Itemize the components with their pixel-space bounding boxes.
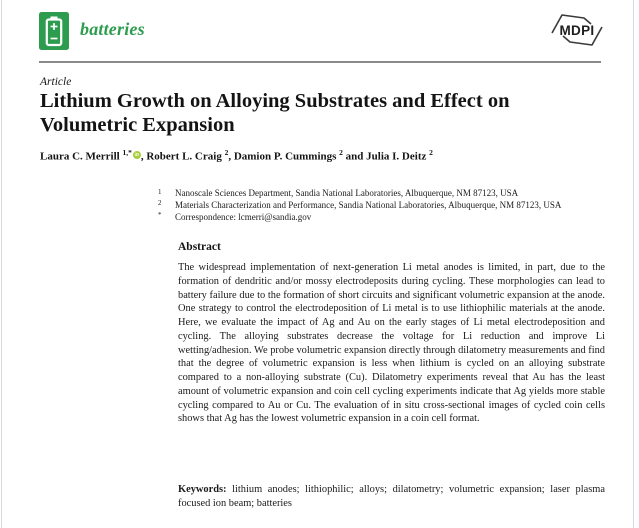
author-separator: and — [342, 150, 367, 163]
author-name: Damion P. Cummings — [233, 150, 337, 163]
header-divider — [39, 61, 601, 63]
affiliation-text: Nanoscale Sciences Department, Sandia National Laboratories, Albuquerque, NM 87123, USA — [175, 188, 519, 198]
affiliation-list — [158, 188, 620, 223]
keywords-label: Keywords: — [178, 484, 227, 495]
affiliation-item — [158, 200, 620, 212]
article-type-label: Article — [40, 76, 72, 88]
author-separator: , — [228, 150, 234, 163]
affiliation-item — [158, 188, 620, 200]
affiliation-marker: 1 — [158, 187, 162, 196]
affiliation-text: Materials Characterization and Performance, Sandia National Laboratories, Albuquerque, NM 87123, USA — [175, 199, 562, 210]
page-title: Lithium Growth on Alloying Substrates and Effect on Volumetric Expansion — [40, 90, 510, 136]
author-affil-marker: 2 — [339, 148, 343, 157]
correspondence-email[interactable]: Correspondence: lcmerri@sandia.gov — [175, 211, 312, 222]
page-edge-right — [633, 0, 634, 528]
journal-wordmark: batteries — [80, 19, 145, 39]
author-affil-marker: 2 — [429, 148, 433, 157]
affiliation-marker: 2 — [158, 199, 162, 208]
author-name: Julia I. Deitz — [366, 150, 427, 163]
correspondence-item — [158, 212, 620, 224]
correspondence-marker: * — [158, 211, 162, 220]
author-name: Robert L. Craig — [146, 150, 222, 163]
mdpi-logo — [549, 11, 605, 49]
page-edge-left — [1, 0, 2, 528]
author-affil-marker: 2 — [224, 148, 229, 157]
author-separator: , — [140, 150, 147, 163]
mdpi-wordmark: MDPI — [559, 23, 595, 38]
keywords-text: lithium anodes; lithiophilic; alloys; dilatometry; volumetric expansion; laser plasma focused ion beam; batteries — [178, 484, 605, 509]
author-name: Laura C. Merrill — [40, 150, 120, 163]
abstract-text: The widespread implementation of next-generation Li metal anodes is limited, in part, due to the formation of dendritic and/or mossy electrodeposits during cycling. These morphologies can lead to battery failure due to the formation of short circuits and significant volumetric expansion at the anode. One strategy to control the electrodeposition of Li metal is to use lithiophilic materials at the anode. Here, we evaluate the impact of Ag and Au on the early stages of Li metal electrodeposition and cycling. The alloying substrates decrease the voltage for Li reduction and improve Li wetting/adhesion. We probe volumetric expansion directly through dilatometry measurements and find that the degree of volumetric expansion is less when lithium is cycled on an alloying substrate compared to a non-alloying substrate (Cu). Dilatometry experiments reveal that Au has the least amount of volumetric expansion and coin cell cycling experiments indicate that Ag yields more stable cycling compared to Au or Cu. The evaluation of in situ cross-sectional images of cycled coin cells shows that Ag has the lowest volumetric expansion in a coin cell format. — [178, 262, 605, 425]
orcid-icon[interactable]: iD — [134, 151, 140, 157]
battery-icon — [39, 12, 69, 50]
abstract-heading: Abstract — [178, 241, 221, 253]
author-line — [40, 148, 615, 163]
keywords-block — [178, 483, 605, 511]
journal-logo — [39, 12, 69, 50]
author-affil-marker: 1,* — [122, 148, 132, 157]
